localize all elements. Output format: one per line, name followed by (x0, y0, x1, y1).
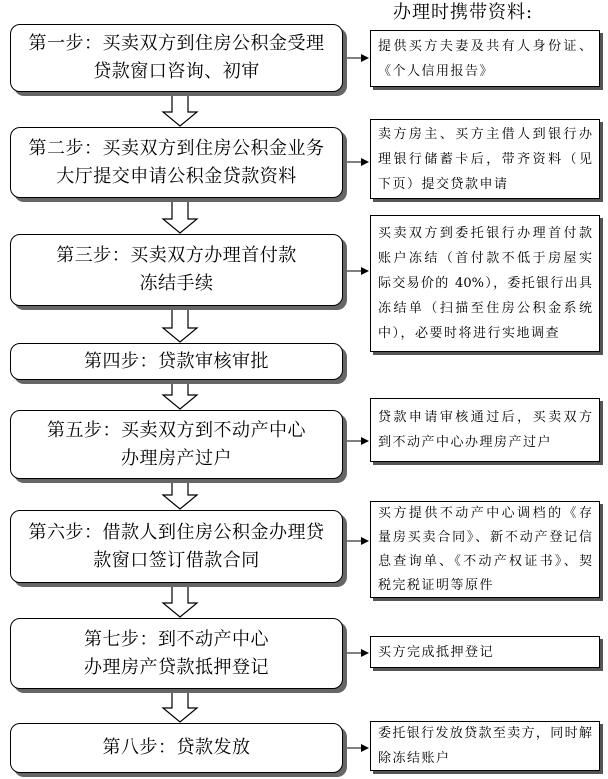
materials-header: 办理时携带资料: (393, 2, 534, 23)
connector-arrow (346, 267, 369, 275)
note-line: 际交易价的 40%），委托银行出具 (378, 276, 592, 291)
step-label-line: 第五步：买卖双方到不动产中心 (47, 419, 306, 441)
step-8-box (10, 723, 343, 773)
step-label-line: 第四步：贷款审核审批 (84, 350, 269, 372)
note-line: 买方完成抵押登记 (378, 644, 495, 660)
note-line: 提供买方夫妻及共有人身份证、 (378, 38, 592, 54)
connector-arrow (346, 437, 369, 445)
down-arrow (163, 382, 197, 409)
step-7-note (370, 636, 600, 668)
note-line: 除冻结账户 (378, 751, 451, 766)
step-7-box (10, 618, 343, 689)
step-8-note (370, 721, 600, 771)
step-label-line: 第六步：借款人到住房公积金办理贷 (28, 521, 325, 543)
note-line: 中），必要时将进行实地调查 (378, 326, 561, 341)
note-line: 买卖双方到委托银行办理首付款 (378, 226, 592, 241)
step-2-note (370, 119, 600, 199)
step-label-line: 办理房产贷款抵押登记 (84, 656, 269, 678)
down-arrow (163, 691, 197, 722)
step-3-note (370, 215, 600, 352)
step-1-box (10, 24, 343, 92)
step-label-line: 大厅提交申请公积金贷款资料 (56, 165, 297, 187)
connector-arrow (346, 537, 369, 545)
note-line: 《个人信用报告》 (378, 63, 495, 79)
down-arrow (163, 200, 197, 233)
step-4-box (10, 343, 343, 380)
connector-arrow (346, 158, 369, 166)
step-label-line: 第三步：买卖双方办理首付款 (56, 245, 297, 266)
step-1-note (370, 30, 600, 87)
step-label-line: 贷款窗口咨询、初审 (93, 61, 260, 82)
note-line: 冻结单（扫描至住房公积金系统 (378, 301, 592, 316)
connector-arrow (346, 649, 369, 657)
step-label-line: 第二步：买卖双方到住房公积金业务 (28, 137, 325, 159)
note-line: 贷款申请审核通过后，买卖双方 (378, 410, 592, 425)
down-arrow (163, 94, 197, 126)
note-line: 账户冻结（首付款不低于房屋实 (378, 251, 592, 266)
down-arrow (163, 481, 197, 509)
step-label-line: 第一步：买卖双方到住房公积金受理 (28, 33, 325, 54)
note-line: 委托银行发放贷款至卖方，同时解 (378, 726, 592, 741)
note-line: 税完税证明等原件 (378, 577, 495, 593)
note-line: 量房买卖合同》、新不动产登记信 (378, 529, 592, 545)
note-line: 理银行储蓄卡后，带齐资料（见 (378, 151, 592, 167)
note-line: 息查询单、《不动产权证书》、契 (378, 553, 592, 569)
step-label-line: 第八步：贷款发放 (102, 737, 251, 758)
step-label-line: 办理房产过户 (121, 447, 232, 469)
step-label-line: 款窗口签订借款合同 (93, 549, 260, 571)
step-5-box (10, 410, 343, 479)
connector-arrow (346, 54, 369, 62)
step-2-box (10, 127, 343, 198)
note-line: 买方提供不动产中心调档的《存 (378, 505, 592, 521)
step-label-line: 第七步：到不动产中心 (84, 628, 269, 650)
step-3-box (10, 234, 343, 306)
note-line: 卖方房主、买方主借人到银行办 (378, 126, 592, 142)
step-6-note (370, 501, 600, 598)
down-arrow (163, 585, 197, 617)
step-label-line: 冻结手续 (139, 273, 214, 294)
step-6-box (10, 510, 343, 583)
step-5-note (370, 398, 600, 462)
note-line: 到不动产中心办理房产过户 (378, 435, 553, 450)
note-line: 下页）提交贷款申请 (378, 176, 509, 192)
down-arrow (163, 308, 197, 342)
connector-arrow (346, 744, 369, 752)
